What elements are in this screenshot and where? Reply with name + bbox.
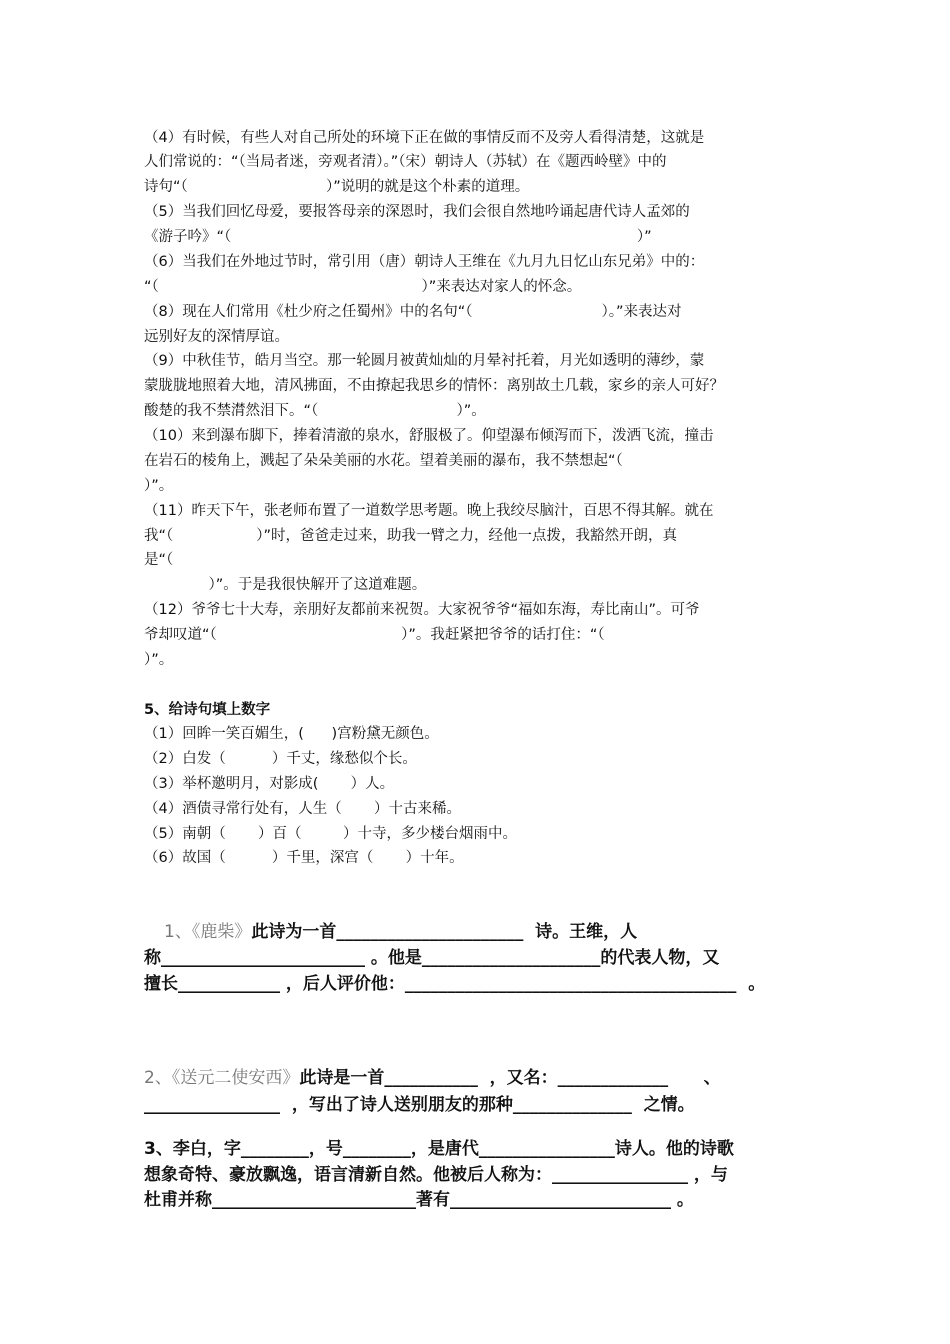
s5-item-3: （3）举杯邀明月，对影成( ）人。	[144, 776, 395, 792]
q3-line-2: 想象奇特、豪放飘逸，语言清新自然。他被后人称为：________________ ，与	[144, 1165, 728, 1185]
s4-line-12: 酸楚的我不禁潸然泪下。“（ ）”。	[144, 403, 486, 419]
q1-text-1: 此诗为一首______________________ 诗。王维，人	[251, 922, 638, 942]
s4-line-7: “（ ）”来表达对家人的怀念。	[144, 279, 582, 295]
s4-line-8: （8）现在人们常用《杜少府之任蜀州》中的名句“（ ）。”来表达对	[144, 304, 682, 320]
s4-line-14: 在岩石的棱角上，溅起了朵朵美丽的水花。望着美丽的瀑布，我不禁想起“（	[144, 453, 623, 469]
s4-line-3: 诗句“（ ）”说明的就是这个朴素的道理。	[144, 179, 530, 195]
q3-line-3: 杜甫并称________________________著有__________________________ 。	[144, 1190, 694, 1210]
s4-line-2: 人们常说的：“（当局者迷，旁观者清）。”（宋）朝诗人（苏轼）在《题西岭壁》中的	[144, 154, 667, 170]
s5-item-5: （5）南朝（ ）百（ ）十寺，多少楼台烟雨中。	[144, 826, 517, 842]
s5-item-4: （4）酒债寻常行处有，人生（ ）十古来稀。	[144, 801, 461, 817]
q1-line-2: 称________________________ 。他是_____________________的代表人物，又	[144, 948, 720, 968]
q2-number: 2、	[144, 1068, 172, 1088]
q1-number: 1、	[164, 922, 192, 942]
q3-line-1: 3、李白，字________，号________，是唐代________________诗人。他的诗歌	[144, 1139, 734, 1159]
s4-line-18: 是“（	[144, 552, 174, 568]
q1-line-1	[164, 920, 637, 944]
s4-line-22: ）”。	[144, 652, 174, 668]
q2-line-1	[144, 1066, 721, 1090]
s4-line-10: （9）中秋佳节，皓月当空。那一轮圆月被黄灿灿的月晕衬托着，月光如透明的薄纱，蒙	[144, 353, 705, 369]
s4-line-5: 《游子吟》“（ ）”	[144, 229, 652, 245]
q1-poem-title: 《鹿柴》	[191, 922, 252, 942]
s5-item-6: （6）故国（ ）千里，深宫（ ）十年。	[144, 850, 464, 866]
s4-line-11: 蒙胧胧地照着大地，清风拂面，不由撩起我思乡的情怀：离别故土几载，家乡的亲人可好？	[144, 378, 724, 394]
s5-item-2: （2）白发（ ）千丈，缘愁似个长。	[144, 751, 417, 767]
s4-line-4: （5）当我们回忆母爱，要报答母亲的深恩时，我们会很自然地吟诵起唐代诗人孟郊的	[144, 204, 690, 220]
q2-poem-title: 《送元二使安西》	[171, 1068, 300, 1088]
s4-line-19: ）”。于是我很快解开了这道难题。	[144, 577, 427, 593]
s4-line-20: （12）爷爷七十大寿，亲朋好友都前来祝贺。大家祝爷爷“福如东海，寿比南山”。可爷	[144, 602, 700, 618]
s5-item-1: （1）回眸一笑百媚生，( )宫粉黛无颜色。	[144, 726, 439, 742]
s4-line-21: 爷却叹道“（ ）”。我赶紧把爷爷的话打住：“（	[144, 627, 605, 643]
s4-line-1: （4）有时候，有些人对自己所处的环境下正在做的事情反而不及旁人看得清楚，这就是	[144, 130, 705, 146]
s4-line-6: （6）当我们在外地过节时，常引用（唐）朝诗人王维在《九月九日忆山东兄弟》中的：	[144, 254, 705, 270]
q2-line-2: ________________ ，写出了诗人送别朋友的那种______________ 之情。	[144, 1095, 695, 1115]
q2-text-1: 此诗是一首___________ ，又名：_____________ 、	[299, 1068, 721, 1088]
s4-line-9: 远别好友的深情厚谊。	[144, 329, 289, 345]
s4-line-17: 我“（ ）”时，爸爸走过来，助我一臂之力，经他一点拨，我豁然开朗，真	[144, 528, 677, 544]
s4-line-13: （10）来到瀑布脚下，捧着清澈的泉水，舒服极了。仰望瀑布倾泻而下，泼洒飞流，撞击	[144, 428, 714, 444]
q1-line-3: 擅长____________ ，后人评价他：_______________________________________ 。	[144, 974, 766, 994]
s4-line-16: （11）昨天下午，张老师布置了一道数学思考题。晚上我绞尽脑汁，百思不得其解。就在	[144, 503, 714, 519]
section-5-title: 5、给诗句填上数字	[144, 702, 271, 718]
s4-line-15: ）”。	[144, 478, 174, 494]
